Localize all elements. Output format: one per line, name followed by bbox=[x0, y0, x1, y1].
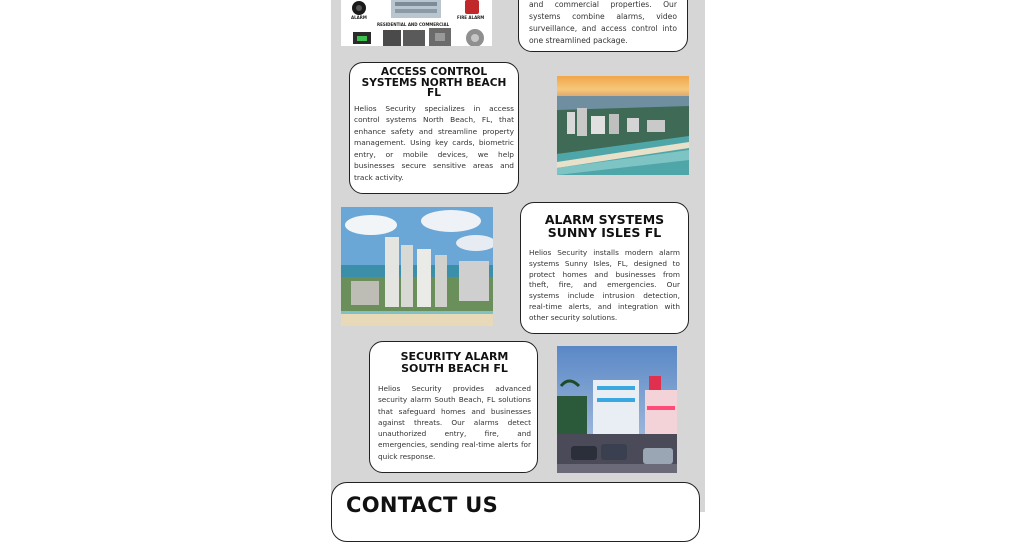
contact-us-card bbox=[331, 482, 700, 542]
collage-label-fire-alarm: FIRE ALARM bbox=[457, 15, 485, 20]
alarm-systems-card bbox=[520, 202, 689, 334]
access-control-title: ACCESS CONTROL SYSTEMS NORTH BEACH FL bbox=[361, 66, 507, 99]
security-products-collage bbox=[341, 0, 492, 46]
contact-us-title: CONTACT US bbox=[346, 493, 499, 517]
collage-label-alarm: ALARM bbox=[351, 15, 367, 20]
access-control-card bbox=[349, 62, 519, 194]
north-beach-sunset-photo bbox=[557, 76, 689, 175]
content-column bbox=[331, 0, 705, 512]
security-alarm-title: SECURITY ALARM SOUTH BEACH FL bbox=[400, 350, 509, 375]
sunny-isles-towers-photo bbox=[341, 207, 493, 326]
security-alarm-text: Helios Security provides advanced security alarm South Beach, FL solutions that safeguard homes and businesses against threats. Our alarms detect unauthorized entry, fire, and emergencies, sending real-time alerts for quick response. bbox=[378, 384, 531, 461]
intro-card bbox=[518, 0, 688, 52]
collage-label-residential: RESIDENTIAL AND COMMERCIAL bbox=[377, 22, 450, 27]
intro-text: and commercial properties. Our systems combine alarms, video surveillance, and access control into one streamlined package. bbox=[529, 0, 677, 45]
south-beach-neon-photo bbox=[557, 346, 677, 473]
alarm-systems-title: ALARM SYSTEMS SUNNY ISLES FL bbox=[544, 212, 665, 240]
security-alarm-card bbox=[369, 341, 538, 473]
alarm-systems-text: Helios Security installs modern alarm systems Sunny Isles, FL, designed to protect homes and businesses from theft, fire, and emergencies. Our systems include intrusion detection, real-time alerts, and integration with other security solutions. bbox=[529, 248, 680, 322]
access-control-text: Helios Security specializes in access control systems North Beach, FL, that enhance safety and streamline property management. Using key cards, biometric entry, or mobile devices, we help businesses secure sensitive areas and track activity. bbox=[354, 103, 514, 183]
